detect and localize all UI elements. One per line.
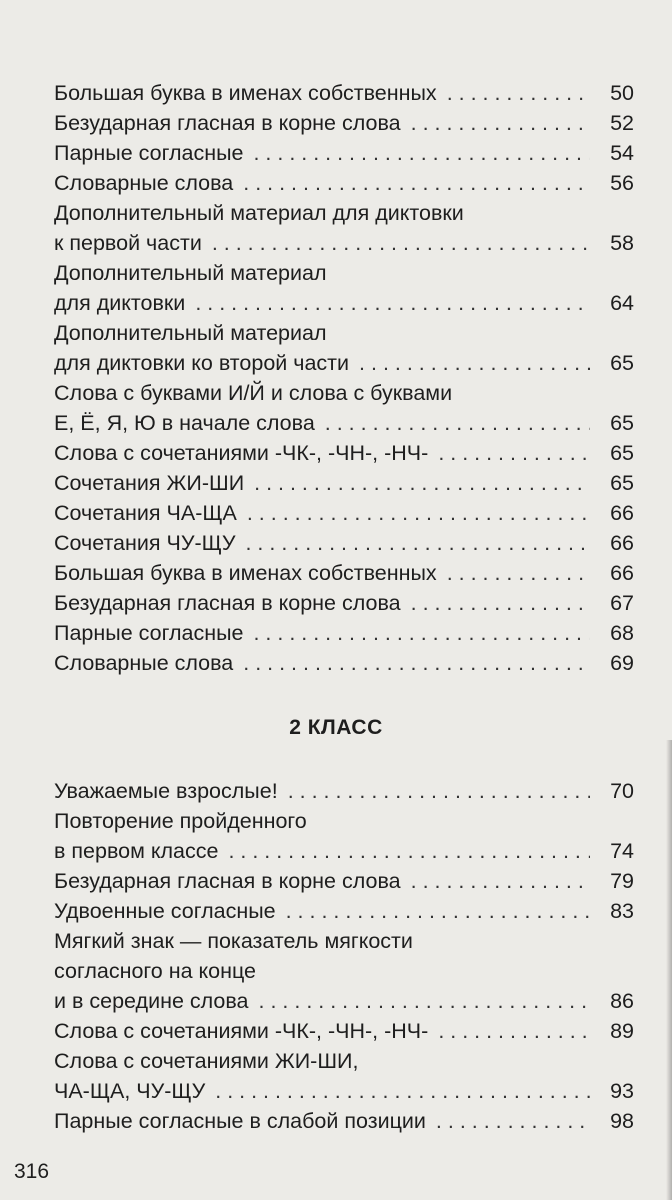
dot-leader <box>359 348 590 378</box>
toc-entry-title: Безударная гласная в корне слова <box>54 869 401 893</box>
toc-entry-line <box>54 558 634 588</box>
toc-entry-title: Уважаемые взрослые! <box>54 779 278 803</box>
toc-entry <box>54 258 634 318</box>
dot-leader <box>436 1106 590 1136</box>
toc-entry-title: Слова с сочетаниями -ЧК-, -ЧН-, -НЧ- <box>54 441 429 465</box>
toc-entry-title: Дополнительный материал <box>54 261 327 285</box>
toc-entry <box>54 138 634 168</box>
toc-entry-line <box>54 1046 634 1076</box>
toc-entry-line <box>54 408 634 438</box>
toc-entry-title: Сочетания ЧА-ЩА <box>54 501 237 525</box>
toc-entry <box>54 806 634 866</box>
toc-entry-line <box>54 986 634 1016</box>
toc-page-number: 65 <box>610 441 634 465</box>
toc-entry-title: Слова с сочетаниями ЖИ-ШИ, <box>54 1049 359 1073</box>
toc-entry <box>54 1046 634 1106</box>
toc-entry-line <box>54 776 634 806</box>
toc-entry-title: Сочетания ЧУ-ЩУ <box>54 531 236 555</box>
toc-page-number: 70 <box>610 779 634 803</box>
toc-entry-title: для диктовки <box>54 291 186 315</box>
toc-entry-line <box>54 1076 634 1106</box>
toc-page-number: 64 <box>610 291 634 315</box>
dot-leader <box>243 168 590 198</box>
toc-entry-line <box>54 648 634 678</box>
toc-entry-line <box>54 198 634 228</box>
toc-entry-title: Е, Ё, Я, Ю в начале слова <box>54 411 315 435</box>
toc-page-number: 79 <box>610 869 634 893</box>
toc-entry-line <box>54 1106 634 1136</box>
toc-entry-title: к первой части <box>54 231 202 255</box>
toc-entry-title: для диктовки ко второй части <box>54 351 350 375</box>
dot-leader <box>438 1016 590 1046</box>
toc-entry-line <box>54 318 634 348</box>
dot-leader <box>438 438 590 468</box>
toc-part-1 <box>54 78 634 678</box>
dot-leader <box>259 986 590 1016</box>
dot-leader <box>254 468 590 498</box>
toc-entry-line <box>54 498 634 528</box>
toc-entry-title: Парные согласные <box>54 621 244 645</box>
toc-entry <box>54 438 634 468</box>
toc-entry <box>54 318 634 378</box>
toc-page-number: 50 <box>610 81 634 105</box>
toc-entry-title: и в середине слова <box>54 989 249 1013</box>
toc-entry-title: Дополнительный материал для диктовки <box>54 201 464 225</box>
toc-page-number: 58 <box>610 231 634 255</box>
toc-entry-line <box>54 956 634 986</box>
toc-page-number: 86 <box>610 989 634 1013</box>
toc-page-number: 65 <box>610 351 634 375</box>
toc-page-number: 52 <box>610 111 634 135</box>
section-heading: 2 КЛАСС <box>289 716 383 739</box>
toc-entry-title: в первом классе <box>54 839 219 863</box>
dot-leader <box>411 588 590 618</box>
toc-page-number: 65 <box>610 471 634 495</box>
toc-entry-title: Парные согласные <box>54 141 244 165</box>
toc-entry <box>54 1106 634 1136</box>
toc-page-number: 74 <box>610 839 634 863</box>
dot-leader <box>447 78 590 108</box>
page-edge-shadow <box>666 740 672 1200</box>
toc-entry <box>54 588 634 618</box>
toc-entry-line <box>54 258 634 288</box>
toc-entry-line <box>54 588 634 618</box>
toc-entry-title: Повторение пройденного <box>54 809 307 833</box>
toc-entry <box>54 866 634 896</box>
toc-page-number: 67 <box>610 591 634 615</box>
toc-entry-title: Большая буква в именах собственных <box>54 81 437 105</box>
dot-leader <box>215 1076 590 1106</box>
toc-entry-title: Слова с буквами И/Й и слова с буквами <box>54 381 453 405</box>
toc-entry-line <box>54 288 634 318</box>
toc-page-number: 56 <box>610 171 634 195</box>
toc-page-number: 66 <box>610 561 634 585</box>
toc-entry <box>54 78 634 108</box>
toc-entry-line <box>54 926 634 956</box>
toc-entry-line <box>54 348 634 378</box>
toc-entry <box>54 776 634 806</box>
toc-entry-line <box>54 438 634 468</box>
toc-part-2 <box>54 776 634 1136</box>
toc-entry <box>54 558 634 588</box>
toc-entry-line <box>54 138 634 168</box>
toc-entry <box>54 896 634 926</box>
toc-entry <box>54 378 634 438</box>
toc-entry-line <box>54 806 634 836</box>
dot-leader <box>253 618 590 648</box>
toc-entry-title: Безударная гласная в корне слова <box>54 591 401 615</box>
toc-entry <box>54 528 634 558</box>
toc-page-number: 66 <box>610 531 634 555</box>
dot-leader <box>243 648 590 678</box>
toc-entry-line <box>54 168 634 198</box>
toc-page-number: 54 <box>610 141 634 165</box>
toc-entry <box>54 198 634 258</box>
toc-page-number: 69 <box>610 651 634 675</box>
toc-entry-line <box>54 1016 634 1046</box>
toc-entry <box>54 618 634 648</box>
dot-leader <box>447 558 590 588</box>
toc-entry-title: Слова с сочетаниями -ЧК-, -ЧН-, -НЧ- <box>54 1019 429 1043</box>
dot-leader <box>228 836 590 866</box>
toc-page-number: 98 <box>610 1109 634 1133</box>
dot-leader <box>288 776 590 806</box>
toc-entry-line <box>54 378 634 408</box>
toc-entry-line <box>54 528 634 558</box>
toc-entry-line <box>54 618 634 648</box>
toc-entry-line <box>54 228 634 258</box>
toc-entry <box>54 498 634 528</box>
dot-leader <box>253 138 590 168</box>
toc-page-number: 89 <box>610 1019 634 1043</box>
toc-entry <box>54 468 634 498</box>
toc-entry-title: Словарные слова <box>54 171 234 195</box>
toc-entry <box>54 926 634 1016</box>
dot-leader <box>286 896 590 926</box>
toc-entry-title: Большая буква в именах собственных <box>54 561 437 585</box>
dot-leader <box>212 228 590 258</box>
toc-entry-title: Сочетания ЖИ-ШИ <box>54 471 245 495</box>
toc-entry <box>54 648 634 678</box>
toc-entry-line <box>54 468 634 498</box>
dot-leader <box>195 288 590 318</box>
toc-entry-line <box>54 866 634 896</box>
toc-page-number: 68 <box>610 621 634 645</box>
toc-entry-line <box>54 78 634 108</box>
toc-entry <box>54 1016 634 1046</box>
toc-entry-line <box>54 108 634 138</box>
toc-entry-title: Дополнительный материал <box>54 321 327 345</box>
dot-leader <box>325 408 590 438</box>
dot-leader <box>247 498 590 528</box>
toc-entry-title: Удвоенные согласные <box>54 899 276 923</box>
dot-leader <box>411 866 590 896</box>
toc-entry-title: ЧА-ЩА, ЧУ-ЩУ <box>54 1079 206 1103</box>
toc-entry-line <box>54 836 634 866</box>
toc-entry <box>54 108 634 138</box>
toc-entry-title: Словарные слова <box>54 651 234 675</box>
toc-page-number: 65 <box>610 411 634 435</box>
toc-page-number: 83 <box>610 899 634 923</box>
toc-entry-title: согласного на конце <box>54 959 257 983</box>
dot-leader <box>245 528 590 558</box>
toc-page-number: 66 <box>610 501 634 525</box>
toc-entry-line <box>54 896 634 926</box>
toc-entry <box>54 168 634 198</box>
toc-entry-title: Мягкий знак — показатель мягкости <box>54 929 413 953</box>
page-number: 316 <box>14 1160 50 1183</box>
toc-entry-title: Парные согласные в слабой позиции <box>54 1109 426 1133</box>
toc-entry-title: Безударная гласная в корне слова <box>54 111 401 135</box>
dot-leader <box>411 108 590 138</box>
toc-page-number: 93 <box>610 1079 634 1103</box>
